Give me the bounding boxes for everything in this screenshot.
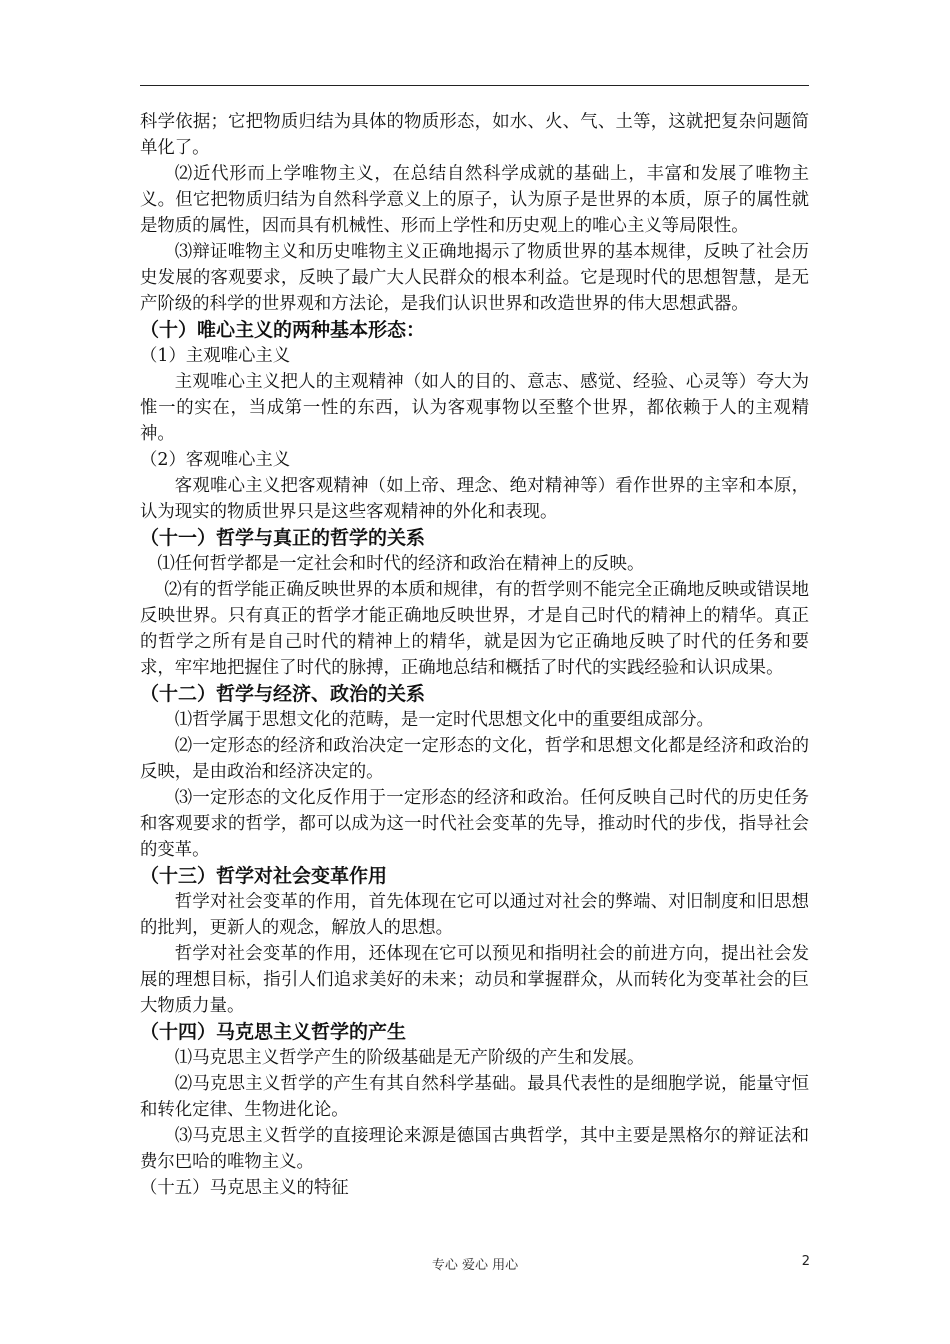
page-number: 2: [801, 1254, 810, 1269]
section-heading: （十）唯心主义的两种基本形态：: [140, 319, 426, 341]
paragraph: ⑴马克思主义哲学产生的阶级基础是无产阶级的产生和发展。: [174, 1048, 645, 1068]
paragraph: ⑵近代形而上学唯物主义，在总结自然科学成就的基础上，丰富和发展了唯物主义。但它把物质归结为自然科学意义上的原子，认为原子是世界的本质，原子的属性就是物质的属性，因而具有机械性、形而上学性和历史观上的唯心主义等局限性。: [140, 164, 809, 236]
paragraph: 哲学对社会变革的作用，首先体现在它可以通过对社会的弊端、对旧制度和旧思想的批判，更新人的观念，解放人的思想。: [140, 892, 809, 938]
page-footer: [0, 1254, 950, 1276]
paragraph: 主观唯心主义把人的主观精神（如人的目的、意志、感觉、经验、心灵等）夸大为惟一的实在，当成第一性的东西，认为客观事物以至整个世界，都依赖于人的主观精神。: [140, 372, 809, 444]
paragraph: ⑴任何哲学都是一定社会和时代的经济和政治在精神上的反映。: [157, 554, 645, 574]
paragraph: ⑶辩证唯物主义和历史唯物主义正确地揭示了物质世界的基本规律，反映了社会历史发展的客观要求，反映了最广大人民群众的根本利益。它是现时代的思想智慧，是无产阶级的科学的世界观和方法论，是我们认识世界和改造世界的伟大思想武器。: [140, 242, 809, 314]
paragraph: ⑶一定形态的文化反作用于一定形态的经济和政治。任何反映自己时代的历史任务和客观要求的哲学，都可以成为这一时代社会变革的先导，推动时代的步伐，指导社会的变革。: [140, 788, 809, 860]
section-heading: （十三）哲学对社会变革作用: [140, 865, 388, 887]
paragraph: 客观唯心主义把客观精神（如上帝、理念、绝对精神等）看作世界的主宰和本原，认为现实的物质世界只是这些客观精神的外化和表现。: [140, 476, 809, 522]
subsection-label: （十五）马克思主义的特征: [140, 1178, 349, 1198]
paragraph: 哲学对社会变革的作用，还体现在它可以预见和指明社会的前进方向，提出社会发展的理想目标，指引人们追求美好的未来；动员和掌握群众，从而转化为变革社会的巨大物质力量。: [140, 944, 809, 1016]
footer-motto: 专心 爱心 用心: [431, 1258, 519, 1273]
paragraph: 科学依据；它把物质归结为具体的物质形态，如水、火、气、土等，这就把复杂问题简单化了。: [140, 112, 809, 158]
paragraph: ⑴哲学属于思想文化的范畴，是一定时代思想文化中的重要组成部分。: [174, 710, 714, 730]
header-rule: [140, 85, 809, 86]
page-body: [140, 109, 809, 1201]
section-heading: （十四）马克思主义哲学的产生: [140, 1021, 407, 1043]
subsection-label: （1）主观唯心主义: [140, 346, 291, 366]
section-heading: （十二）哲学与经济、政治的关系: [140, 683, 426, 705]
paragraph: ⑵有的哲学能正确反映世界的本质和规律，有的哲学则不能完全正确地反映或错误地反映世界。只有真正的哲学才能正确地反映世界，才是自己时代的精神上的精华。真正的哲学之所有是自己时代的精神上的精华，就是因为它正确地反映了时代的任务和要求，牢牢地把握住了时代的脉搏，正确地总结和概括了时代的实践经验和认识成果。: [140, 580, 809, 678]
paragraph: ⑵马克思主义哲学的产生有其自然科学基础。最具代表性的是细胞学说，能量守恒和转化定律、生物进化论。: [140, 1074, 809, 1120]
paragraph: ⑶马克思主义哲学的直接理论来源是德国古典哲学，其中主要是黑格尔的辩证法和费尔巴哈的唯物主义。: [140, 1126, 809, 1172]
subsection-label: （2）客观唯心主义: [140, 450, 291, 470]
paragraph: ⑵一定形态的经济和政治决定一定形态的文化，哲学和思想文化都是经济和政治的反映，是由政治和经济决定的。: [140, 736, 809, 782]
section-heading: （十一）哲学与真正的哲学的关系: [140, 527, 426, 549]
